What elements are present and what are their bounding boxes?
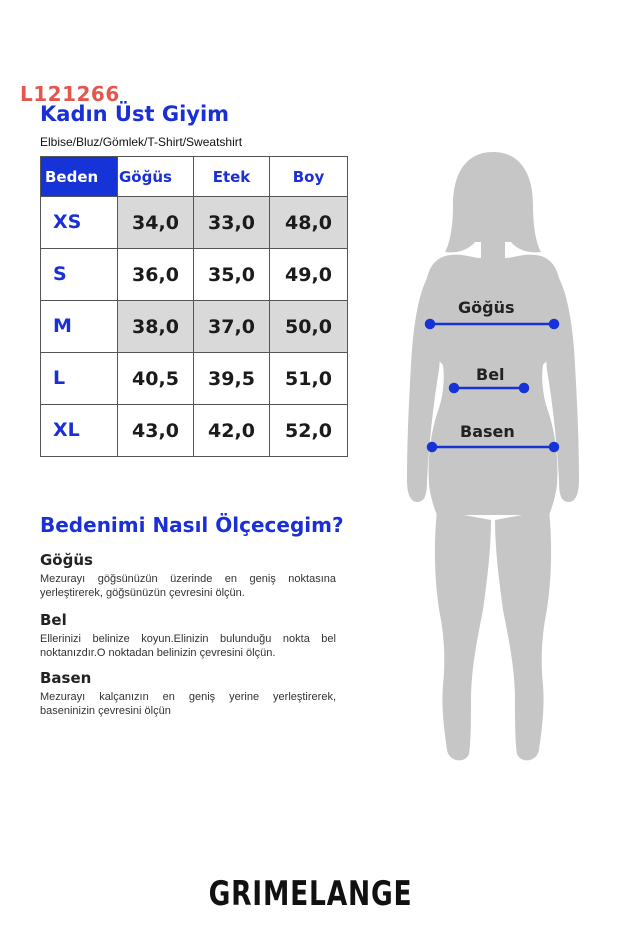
gogus-cell: 43,0: [118, 405, 194, 457]
section-text-gogus: Mezurayı göğsünüzün üzerinde en geniş noktasına yerleştirerek, göğsünüzün çevresini ölçün.: [40, 573, 336, 599]
section-heading-gogus: Göğüs: [40, 551, 93, 569]
size-cell: L: [41, 353, 118, 405]
gogus-cell: 36,0: [118, 249, 194, 301]
page-title: Kadın Üst Giyim: [40, 102, 230, 126]
section-heading-basen: Basen: [40, 669, 92, 687]
etek-cell: 42,0: [194, 405, 270, 457]
size-cell: XL: [41, 405, 118, 457]
gogus-cell: 40,5: [118, 353, 194, 405]
gogus-cell: 34,0: [118, 197, 194, 249]
header-etek: Etek: [194, 157, 270, 197]
figure-label-basen: Basen: [460, 422, 515, 441]
etek-cell: 37,0: [194, 301, 270, 353]
figure-label-gogus: Göğüs: [458, 298, 515, 317]
figure-label-bel: Bel: [476, 365, 505, 384]
table-row: [41, 301, 348, 353]
table-row: [41, 197, 348, 249]
howto-title: Bedenimi Nasıl Ölçecegim?: [40, 513, 344, 537]
boy-cell: 51,0: [270, 353, 348, 405]
etek-cell: 33,0: [194, 197, 270, 249]
boy-cell: 52,0: [270, 405, 348, 457]
section-text-bel: Ellerinizi belinize koyun.Elinizin bulunduğu nokta bel noktanızdır.O noktadan belinizin çevresini ölçün.: [40, 633, 336, 659]
page-subtitle: Elbise/Bluz/Gömlek/T-Shirt/Sweatshirt: [40, 135, 243, 149]
size-cell: M: [41, 301, 118, 353]
size-cell: XS: [41, 197, 118, 249]
woman-silhouette-icon: [405, 150, 581, 770]
header-gogus: Göğüs: [118, 157, 194, 197]
section-heading-bel: Bel: [40, 611, 67, 629]
boy-cell: 50,0: [270, 301, 348, 353]
etek-cell: 35,0: [194, 249, 270, 301]
size-table-header: [41, 157, 348, 197]
header-beden: Beden: [41, 157, 118, 197]
brand-logo: GRIMELANGE: [208, 874, 413, 914]
table-row: [41, 405, 348, 457]
table-row: [41, 249, 348, 301]
section-text-basen: Mezurayı kalçanızın en geniş yerine yerleştirerek, baseninizin çevresini ölçün: [40, 691, 336, 717]
table-row: [41, 353, 348, 405]
product-code: L121266: [20, 82, 120, 106]
boy-cell: 48,0: [270, 197, 348, 249]
gogus-cell: 38,0: [118, 301, 194, 353]
boy-cell: 49,0: [270, 249, 348, 301]
size-table: [40, 156, 348, 457]
etek-cell: 39,5: [194, 353, 270, 405]
header-boy: Boy: [270, 157, 348, 197]
size-cell: S: [41, 249, 118, 301]
